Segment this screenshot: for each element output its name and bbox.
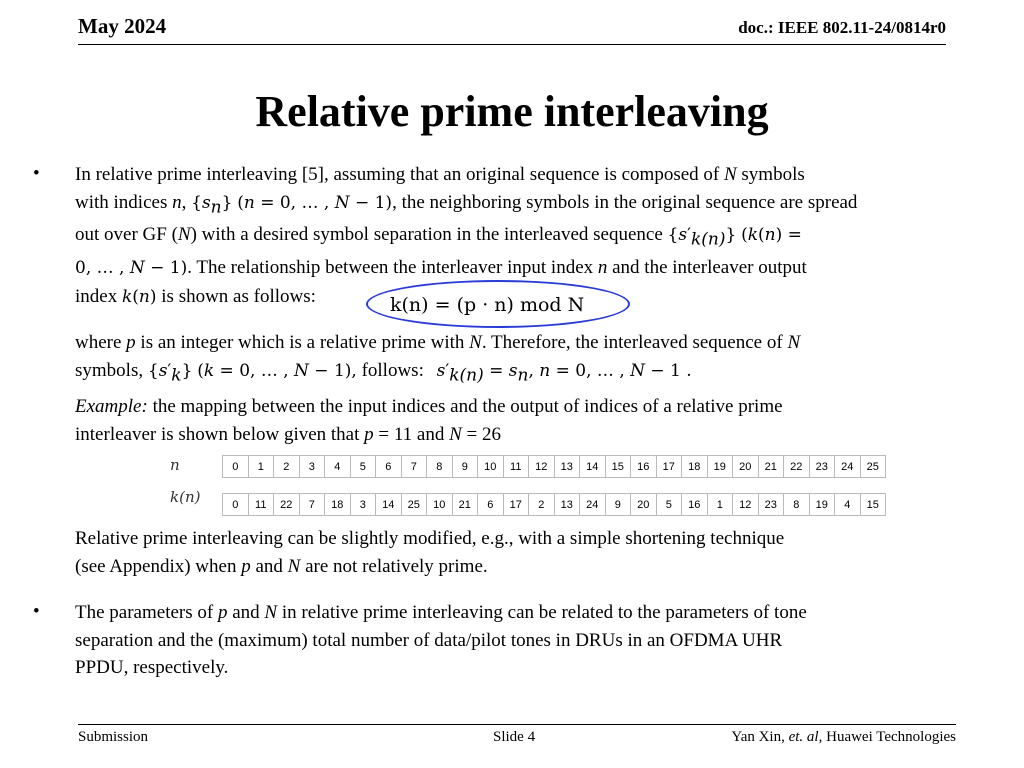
header-doc-id: doc.: IEEE 802.11-24/0814r0: [738, 18, 946, 37]
k-cell: 7: [299, 494, 325, 516]
equation-highlight-ellipse: [366, 280, 630, 328]
bullet2-paragraph: [75, 599, 995, 682]
n-cell: 4: [325, 456, 351, 478]
k-cell: 3: [350, 494, 376, 516]
n-cell: 14: [580, 456, 606, 478]
n-cell: 2: [274, 456, 300, 478]
k-cell: 24: [580, 494, 606, 516]
table-row: [223, 456, 886, 478]
k-cell: 16: [682, 494, 708, 516]
example-line1: Example: the mapping between the input indices and the output of indices of a relative prime: [75, 396, 783, 417]
footer-slide-number: Slide 4: [493, 729, 536, 745]
bullet1-line5: index k(n) is shown as follows:: [75, 285, 316, 307]
bullet2-line2: separation and the (maximum) total number of data/pilot tones in DRUs in an OFDMA UHR: [75, 629, 783, 651]
bullet1-line1: In relative prime interleaving [5], assuming that an original sequence is composed of N symbols: [75, 164, 805, 185]
k-cell: 10: [427, 494, 453, 516]
bullet1-line3: out over GF (N) with a desired symbol separation in the interleaved sequence $\{s'_{k(n)}\} (k(n)$ =: [75, 224, 802, 250]
k-cell: 13: [554, 494, 580, 516]
k-cell: 5: [656, 494, 682, 516]
k-cell: 18: [325, 494, 351, 516]
k-cell: 2: [529, 494, 555, 516]
where-paragraph: [75, 329, 995, 389]
footer-submission: Submission: [78, 729, 149, 745]
bullet1-line2: with indices n, $\{s_n\} (n = 0$, … , N − 1), the neighboring symbols in the original sequence are spread: [75, 191, 858, 217]
n-cell: 6: [376, 456, 402, 478]
k-cell: 1: [707, 494, 733, 516]
where-line2: symbols, $\{s'_k\} (k = 0$, … , N − 1), follows: $s'_{k(n)} = s_n$, n = 0, … , N − 1 .: [75, 359, 692, 385]
footer-author: Yan Xin, et. al, Huawei Technologies: [731, 729, 956, 745]
bullet2-line3: PPDU, respectively.: [75, 657, 229, 678]
modified-line1: Relative prime interleaving can be slightly modified, e.g., with a simple shortening technique: [75, 528, 785, 549]
row-label-kn: k(n): [170, 488, 201, 506]
k-cell: 17: [503, 494, 529, 516]
k-cell: 0: [223, 494, 249, 516]
k-cell: 12: [733, 494, 759, 516]
modified-paragraph: [75, 525, 995, 580]
k-cell: 23: [758, 494, 784, 516]
interleaver-equation: k(n) = (p · n) mod N: [390, 294, 585, 316]
n-cell: 5: [350, 456, 376, 478]
k-cell: 8: [784, 494, 810, 516]
example-line2: interleaver is shown below given that p = 11 and N = 26: [75, 423, 502, 445]
n-index-table: [222, 455, 886, 478]
k-cell: 11: [248, 494, 274, 516]
n-cell: 19: [707, 456, 733, 478]
n-cell: 3: [299, 456, 325, 478]
row-label-n: n: [170, 456, 180, 474]
n-cell: 21: [758, 456, 784, 478]
where-line1: where p is an integer which is a relative prime with N. Therefore, the interleaved sequence of N: [75, 332, 801, 353]
k-cell: 9: [605, 494, 631, 516]
k-cell: 4: [835, 494, 861, 516]
n-cell: 8: [427, 456, 453, 478]
k-cell: 21: [452, 494, 478, 516]
kn-index-table: [222, 493, 886, 516]
n-cell: 18: [682, 456, 708, 478]
k-cell: 19: [809, 494, 835, 516]
k-cell: 14: [376, 494, 402, 516]
n-cell: 1: [248, 456, 274, 478]
n-cell: 23: [809, 456, 835, 478]
n-cell: 10: [478, 456, 504, 478]
k-cell: 15: [860, 494, 886, 516]
bullet-marker: •: [33, 163, 40, 184]
header-divider: [78, 44, 946, 45]
k-cell: 25: [401, 494, 427, 516]
n-cell: 9: [452, 456, 478, 478]
k-cell: 6: [478, 494, 504, 516]
n-cell: 16: [631, 456, 657, 478]
n-cell: 11: [503, 456, 529, 478]
k-cell: 20: [631, 494, 657, 516]
n-cell: 15: [605, 456, 631, 478]
n-cell: 17: [656, 456, 682, 478]
n-cell: 22: [784, 456, 810, 478]
n-cell: 13: [554, 456, 580, 478]
bullet2-line1: The parameters of p and N in relative prime interleaving can be related to the parameters of tone: [75, 602, 807, 623]
header-date: May 2024: [78, 14, 167, 38]
n-cell: 20: [733, 456, 759, 478]
bullet1-line4: 0, … , N − 1). The relationship between the interleaver input index n and the interleaver output: [75, 257, 807, 279]
n-cell: 25: [860, 456, 886, 478]
modified-line2: (see Appendix) when p and N are not relatively prime.: [75, 555, 488, 577]
n-cell: 0: [223, 456, 249, 478]
n-cell: 24: [835, 456, 861, 478]
bullet-marker: •: [33, 601, 40, 622]
slide-title: Relative prime interleaving: [255, 87, 769, 136]
n-cell: 7: [401, 456, 427, 478]
example-paragraph: [75, 393, 995, 448]
k-cell: 22: [274, 494, 300, 516]
footer-divider: [78, 724, 956, 725]
table-row: [223, 494, 886, 516]
n-cell: 12: [529, 456, 555, 478]
